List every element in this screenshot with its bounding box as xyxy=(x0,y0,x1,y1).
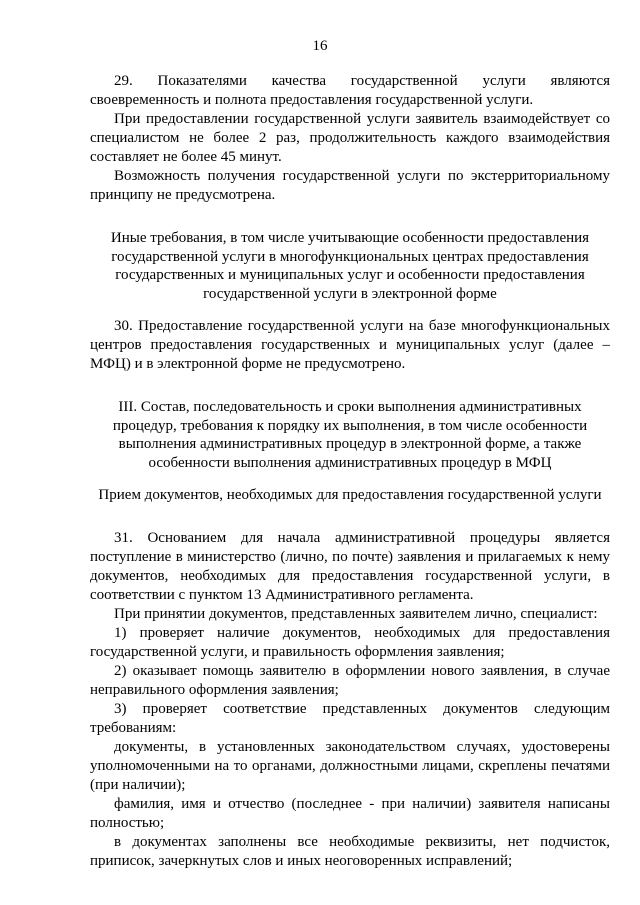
paragraph-item-3: 3) проверяет соответствие представленных документов следующим требованиям: xyxy=(90,700,610,736)
paragraph-31: 31. Основанием для начала административной процедуры является поступление в министерство (лично, по почте) заявления и прилагаемых к нему документов, необходимых для предоставления государственной услуги, в соответствии с пунктом 13 Административного регламента. xyxy=(90,529,610,603)
paragraph-requirement-certified: документы, в установленных законодательством случаях, удостоверены уполномоченными на то органами, должностными лицами, скреплены печатями (при наличии); xyxy=(90,738,610,793)
paragraph-requirement-no-corrections: в документах заполнены все необходимые реквизиты, нет подчисток, приписок, зачеркнутых слов и иных неоговоренных исправлений; xyxy=(90,833,610,869)
paragraph-interaction-limit: При предоставлении государственной услуги заявитель взаимодействует со специалистом не более 2 раз, продолжительность каждого взаимодействия составляет не более 45 минут. xyxy=(90,111,610,165)
chapter-heading-iii: III. Состав, последовательность и сроки выполнения административных процедур, требования к порядку их выполнения, в том числе особенности выполнения административных процедур в электронной форме, а также особенности выполнения административных процедур в МФЦ xyxy=(112,399,588,471)
document-body xyxy=(90,72,610,871)
paragraph-item-1: 1) проверяет наличие документов, необходимых для предоставления государственной услуги, и правильность оформления заявления; xyxy=(90,624,610,660)
paragraph-requirement-full-name: фамилия, имя и отчество (последнее - при наличии) заявителя написаны полностью; xyxy=(90,795,610,831)
paragraph-30: 30. Предоставление государственной услуги на базе многофункциональных центров предоставления государственных и муниципальных услуг (далее – МФЦ) и в электронной форме не предусмотрено. xyxy=(90,318,610,372)
section-heading-other-requirements: Иные требования, в том числе учитывающие особенности предоставления государственной услуги в многофункциональных центрах предоставления государственных и муниципальных услуг и особенности предоставления государственной услуги в электронной форме xyxy=(110,230,590,302)
paragraph-29: 29. Показателями качества государственной услуги являются своевременность и полнота предоставления государственной услуги. xyxy=(90,73,610,108)
paragraph-specialist-intro: При принятии документов, представленных заявителем лично, специалист: xyxy=(114,605,598,622)
subsection-heading-document-intake: Прием документов, необходимых для предоставления государственной услуги xyxy=(98,487,602,503)
paragraph-item-2: 2) оказывает помощь заявителю в оформлении нового заявления, в случае неправильного оформления заявления; xyxy=(90,662,610,698)
paragraph-extraterritorial: Возможность получения государственной услуги по экстерриториальному принципу не предусмотрена. xyxy=(90,168,610,203)
page-number: 16 xyxy=(312,38,328,54)
